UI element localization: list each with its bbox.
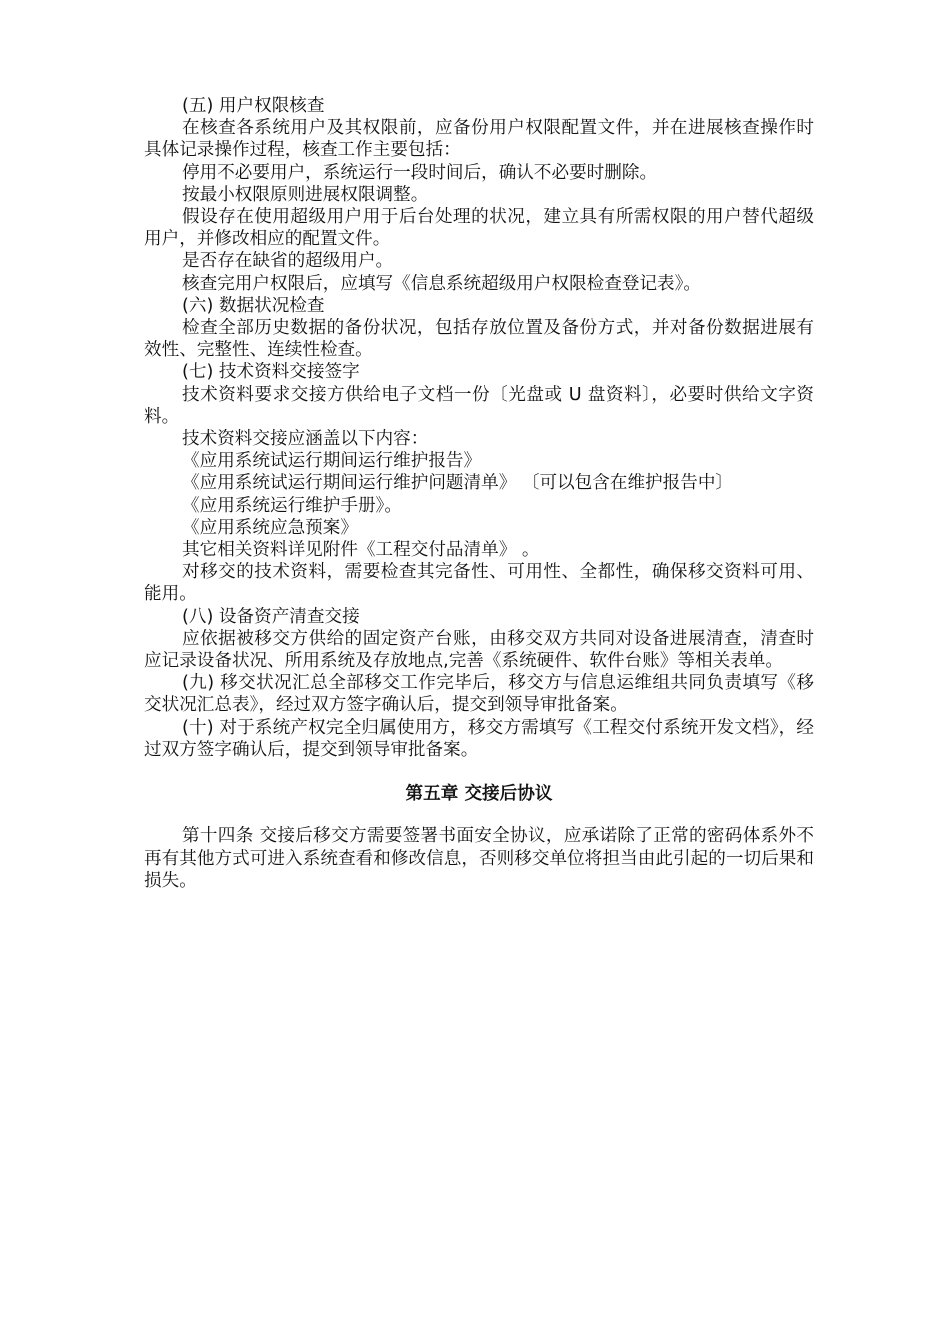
- section-heading-data-check: (六) 数据状况检查: [182, 295, 325, 316]
- closing-paragraph: 第十四条 交接后移交方需要签署书面安全协议，应承诺除了正常的密码体系外不再有其他方式可进入系统查看和修改信息，否则移交单位将担当由此引起的一切后果和损失。: [144, 826, 814, 891]
- section-heading-tech-docs: (七) 技术资料交接签字: [182, 362, 360, 383]
- list-item: 假设存在使用超级用户用于后台处理的状况，建立具有所需权限的用户替代超级用户，并修改相应的配置文件。: [144, 207, 814, 250]
- chapter-title: 第五章 交接后协议: [405, 784, 553, 805]
- document-body: [144, 95, 814, 892]
- list-item: 按最小权限原则进展权限调整。: [182, 184, 429, 205]
- section-heading-ownership: (十) 对于系统产权完全归属使用方，移交方需填写《工程交付系统开发文档》，经过双方签字确认后，提交到领导审批备案。: [144, 717, 814, 760]
- section-heading-asset-check: (八) 设备资产清查交接: [182, 606, 360, 627]
- list-item: 《应用系统试运行期间运行维护报告》: [182, 451, 482, 472]
- paragraph: 在核查各系统用户及其权限前，应备份用户权限配置文件，并在进展核查操作时具体记录操作过程，核查工作主要包括：: [144, 118, 814, 161]
- paragraph: 应依据被移交方供给的固定资产台账，由移交双方共同对设备进展清查，清查时应记录设备状况、所用系统及存放地点,完善《系统硬件、软件台账》等相关表单。: [144, 628, 814, 672]
- paragraph: 检查全部历史数据的备份状况，包括存放位置及备份方式，并对备份数据进展有效性、完整性、连续性检查。: [144, 318, 814, 361]
- section-heading-user-permissions: (五) 用户权限核查: [182, 96, 325, 116]
- list-item: 《应用系统运行维护手册》。: [182, 495, 402, 516]
- paragraph: 对移交的技术资料，需要检查其完备性、可用性、全都性，确保移交资料可用、能用。: [144, 562, 814, 605]
- paragraph: 技术资料要求交接方供给电子文档一份〔光盘或 U 盘资料〕，必要时供给文字资料。: [144, 384, 814, 427]
- list-item: 停用不必要用户，系统运行一段时间后，确认不必要时删除。: [182, 162, 658, 183]
- paragraph: 核查完用户权限后，应填写《信息系统超级用户权限检查登记表》。: [182, 273, 702, 294]
- section-heading-handover-summary: (九) 移交状况汇总全部移交工作完毕后，移交方与信息运维组共同负责填写《移交状况汇总表》，经过双方签字确认后，提交到领导审批备案。: [144, 673, 814, 716]
- list-item: 《应用系统应急预案》: [182, 517, 358, 538]
- paragraph: 技术资料交接应涵盖以下内容：: [182, 429, 429, 450]
- list-item: 《应用系统试运行期间运行维护问题清单》 〔可以包含在维护报告中〕: [182, 473, 734, 494]
- list-item: 是否存在缺省的超级用户。: [182, 251, 394, 272]
- paragraph: 其它相关资料详见附件《工程交付品清单》 。: [182, 540, 540, 561]
